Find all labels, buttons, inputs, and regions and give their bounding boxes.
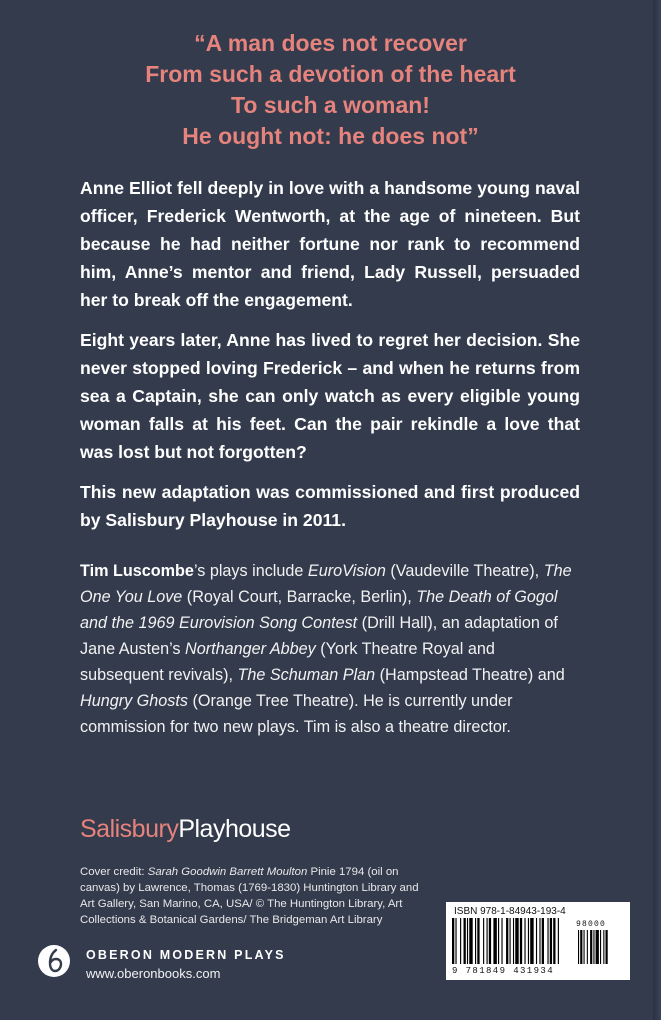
barcode-addon-bar [603, 930, 604, 964]
credit-details: Pinie 1794 (oil on canvas) by Lawrence, Thomas (1769-1830) Huntington Library and Art Gallery, San Marino, CA, USA/ © The Huntington Library, Art Collections & Botanical Gardens/ The Bridgeman Art Library [80, 866, 419, 926]
barcode-addon-bar [584, 930, 585, 964]
isbn-barcode [446, 902, 630, 980]
bio-text: (Royal Court, Barracke, Berlin), [182, 588, 417, 606]
bio-text: (Vaudeville Theatre), [385, 562, 544, 580]
barcode-bar [452, 918, 454, 964]
barcode-bar [475, 918, 476, 964]
barcode-addon-bar [600, 930, 601, 964]
barcode-bar [460, 918, 461, 964]
pull-quote [0, 28, 661, 152]
barcode-bar [558, 918, 559, 964]
author-name: Tim Luscombe [80, 562, 194, 580]
barcode-bar [510, 918, 511, 964]
play-title: The Death of Gogol and the 1969 Eurovision Song Contest [80, 588, 558, 632]
barcode-bar [469, 918, 472, 964]
barcode-bar [524, 918, 525, 964]
quote-line: “A man does not recover [194, 30, 467, 56]
bio-text: (Orange Tree Theatre). He is currently under commission for two new plays. Tim is also a theatre director. [80, 692, 513, 736]
barcode-bar [550, 918, 552, 964]
barcode-bar [520, 918, 522, 964]
barcode-bar [467, 918, 468, 964]
barcode-bar [489, 918, 491, 964]
barcode-bar [493, 918, 496, 964]
cover-credit [80, 864, 420, 928]
barcode-addon-bar [580, 930, 582, 964]
blurb-paragraph: Eight years later, Anne has lived to regret her decision. She never stopped loving Frederick – and when he returns from sea a Captain, she can only watch as every eligible young woman falls at his feet. Can the pair rekindle a love that was lost but not forgotten? [80, 330, 580, 462]
barcode-addon-bar [578, 930, 579, 964]
barcode-bar [528, 918, 529, 964]
blurb [80, 174, 580, 546]
barcode-addon-bar [606, 930, 608, 964]
blurb-paragraph: This new adaptation was commissioned and first produced by Salisbury Playhouse in 2011. [80, 482, 580, 530]
barcode-addon-bar [590, 930, 592, 964]
publisher-website[interactable]: www.oberonbooks.com [86, 966, 221, 981]
barcode-addon-bar [596, 930, 599, 964]
barcode-bar [536, 918, 537, 964]
isbn-addon-digits: 98000 [576, 920, 607, 929]
barcode-bar [483, 918, 484, 964]
credit-label: Cover credit: [80, 866, 148, 878]
bio-text: (York Theatre Royal and subsequent revivals), [80, 640, 495, 684]
barcode-bar [530, 918, 533, 964]
play-title: Northanger Abbey [185, 640, 316, 658]
barcode-bar [542, 918, 544, 964]
bio-text: ’s plays include [193, 562, 308, 580]
play-title: The One You Love [80, 562, 572, 606]
barcode-bar [515, 918, 518, 964]
spine-edge [653, 0, 661, 1020]
author-bio [80, 558, 580, 740]
salisbury-playhouse-logo [80, 812, 291, 846]
barcode-bar [501, 918, 502, 964]
play-title: Hungry Ghosts [80, 692, 188, 710]
barcode-bar [455, 918, 456, 964]
oberon-logo-icon [36, 943, 72, 979]
play-title: The Schuman Plan [237, 666, 376, 684]
bio-text: (Hampstead Theatre) and [375, 666, 565, 684]
quote-line: He ought not: he does not” [182, 123, 479, 149]
logo-salisbury: Salisbury [80, 815, 179, 843]
credit-sitter: Sarah Goodwin Barrett Moulton [147, 866, 308, 878]
barcode-bar [553, 918, 555, 964]
play-title: EuroVision [307, 562, 386, 580]
barcode-bar [487, 918, 488, 964]
cover-credit-text [80, 864, 420, 928]
blurb-paragraph: Anne Elliot fell deeply in love with a handsome young naval officer, Frederick Wentworth, at the age of nineteen. But because he had neither fortune nor rank to recommend him, Anne’s mentor and friend, Lady Russell, persuaded her to break off the engagement. [80, 178, 580, 310]
isbn-digits: 9 781849 431934 [452, 966, 555, 976]
quote-line: To such a woman! [231, 92, 430, 118]
author-bio-text [80, 558, 580, 740]
barcode-bar [464, 918, 466, 964]
quote-line: From such a devotion of the heart [145, 61, 516, 87]
isbn-label: ISBN 978-1-84943-193-4 [454, 906, 566, 917]
barcode-bar [477, 918, 479, 964]
logo-playhouse: Playhouse [178, 815, 291, 843]
barcode-bar [498, 918, 499, 964]
barcode-bar [506, 918, 508, 964]
barcode-addon-bar [593, 930, 594, 964]
barcode-bar [513, 918, 514, 964]
barcode-bar [547, 918, 548, 964]
publisher-imprint: OBERON MODERN PLAYS [86, 948, 286, 962]
barcode-addon-bar [587, 930, 588, 964]
bio-text: (Drill Hall), an adaptation of Jane Austen’s [80, 614, 558, 658]
barcode-bar [539, 918, 540, 964]
